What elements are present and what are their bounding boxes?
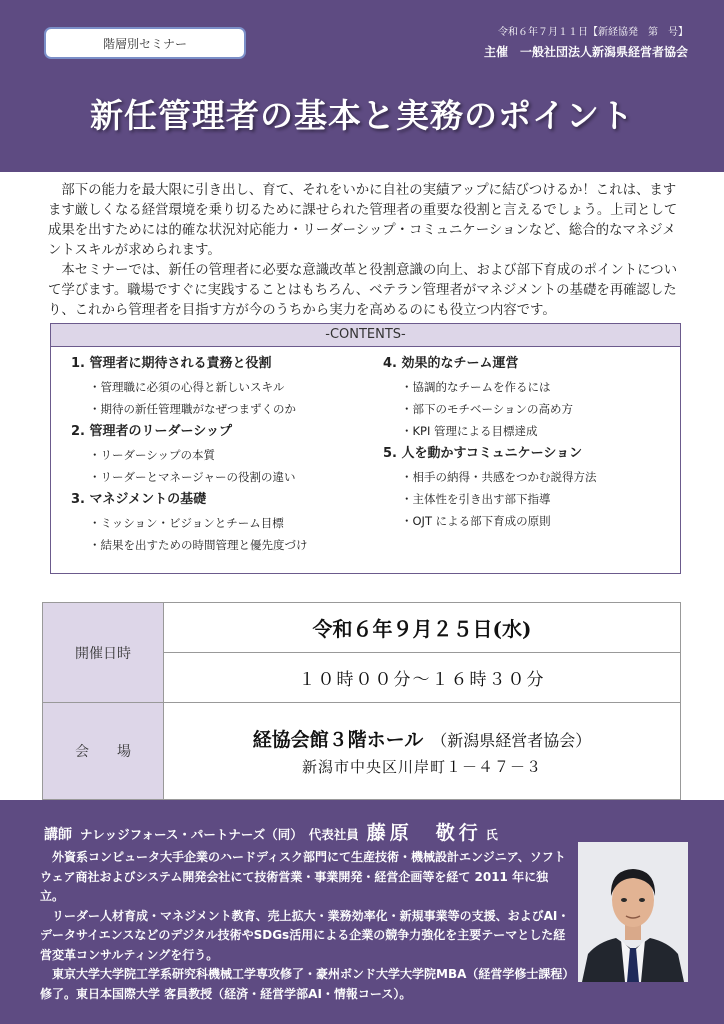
venue-cell [163, 703, 680, 799]
lecturer-photo [578, 842, 688, 982]
section-item: ・リーダーシップの本質 [89, 448, 216, 462]
schedule-table [42, 602, 681, 800]
page-title: 新任管理者の基本と実務のポイント [90, 96, 634, 135]
lecturer-role: 代表社員 [308, 827, 359, 842]
lecturer-honorific: 氏 [485, 828, 498, 842]
event-date: 令和６年９月２５日(水) [163, 603, 680, 653]
section-item: ・OJT による部下育成の原則 [401, 514, 551, 528]
seminar-category-tag: 階層別セミナー [44, 27, 246, 59]
issue-date: 令和６年７月１１日【新経協発 第 号】 [498, 27, 688, 38]
section-title: 2. 管理者のリーダーシップ [71, 424, 232, 439]
venue-label: 会 場 [43, 703, 163, 799]
section-item: ・部下のモチベーションの高め方 [401, 402, 574, 416]
header-banner [0, 0, 724, 172]
lecturer-company: ナレッジフォース・パートナーズ（同） [80, 827, 303, 842]
contents-heading: -CONTENTS- [51, 324, 680, 347]
venue-note: （新潟県経営者協会） [431, 731, 592, 750]
section-item: ・リーダーとマネージャーの役割の違い [89, 470, 296, 484]
section-title: 5. 人を動かすコミュニケーション [383, 446, 583, 461]
section-item: ・ミッション・ビジョンとチーム目標 [89, 516, 284, 530]
lecturer-heading [44, 818, 498, 845]
organizer: 主催 一般社団法人新潟県経営者協会 [483, 45, 688, 59]
section-item: ・協調的なチームを作るには [401, 380, 551, 394]
intro-paragraph: 本セミナーでは、新任の管理者に必要な意識改革と役割意識の向上、および部下育成のポイントについて学びます。職場ですぐに実践することはもちろん、ベテラン管理者がマネジメントの基礎を再確認したり、これから管理者を目指す方が今のうちから実力を高めるのにも役立つ内容です。 [48, 263, 678, 318]
section-item: ・KPI 管理による目標達成 [401, 424, 538, 438]
contents-column-right [383, 352, 673, 532]
contents-box [50, 323, 681, 574]
contents-column-left [71, 352, 371, 556]
section-item: ・結果を出すための時間管理と優先度づけ [89, 538, 308, 552]
intro-text [48, 181, 684, 321]
intro-paragraph: 部下の能力を最大限に引き出し、育て、それをいかに自社の実績アップに結びつけるか！これは、ますます厳しくなる経営環境を乗り切るために課せられた管理者の重要な役割と言えるでしょう。上司として成果を出すためには的確な状況対応能力・リーダーシップ・コミュニケーションなど、総合的なマネジメントスキルが求められます。 [48, 183, 678, 258]
lecturer-label: 講師 [44, 827, 72, 843]
venue-address: 新潟市中央区川岸町１－４７－３ [301, 758, 542, 776]
portrait-image [578, 842, 688, 982]
section-item: ・期待の新任管理職がなぜつまずくのか [89, 402, 296, 416]
event-time: １０時００分～１６時３０分 [163, 653, 680, 703]
section-item: ・管理職に必須の心得と新しいスキル [89, 380, 285, 394]
venue-name: 経協会館３階ホール [252, 729, 424, 751]
section-title: 1. 管理者に期待される責務と役割 [71, 356, 272, 371]
bio-paragraph: リーダー人材育成・マネジメント教育、売上拡大・業務効率化・新規事業等の支援、およびAI・データサイエンスなどのデジタル技術やSDGs活用による企業の競争力強化を主要テーマとした経営変革コンサルティングを行う。 [40, 908, 570, 962]
section-title: 3. マネジメントの基礎 [71, 492, 207, 507]
lecturer-section [0, 800, 724, 1024]
lecturer-bio [40, 848, 572, 1004]
section-title: 4. 効果的なチーム運営 [383, 356, 519, 371]
section-item: ・主体性を引き出す部下指導 [401, 492, 551, 506]
date-label: 開催日時 [43, 603, 163, 703]
venue-line [253, 725, 592, 752]
bio-paragraph: 東京大学大学院工学系研究科機械工学専攻修了・豪州ボンド大学大学院MBA（経営学修士課程）修了。東日本国際大学 客員教授（経済・経営学部AI・情報コース）。 [40, 967, 569, 1001]
bio-paragraph: 外資系コンピュータ大手企業のハードディスク部門にて生産技術・機械設計エンジニア、ソフトウェア商社およびシステム開発会社にて技術営業・事業開発・経営企画等を経て 2011 年に独立。 [40, 850, 566, 903]
lecturer-name: 藤原 敬行 [366, 822, 482, 844]
section-item: ・相手の納得・共感をつかむ説得方法 [401, 470, 597, 484]
